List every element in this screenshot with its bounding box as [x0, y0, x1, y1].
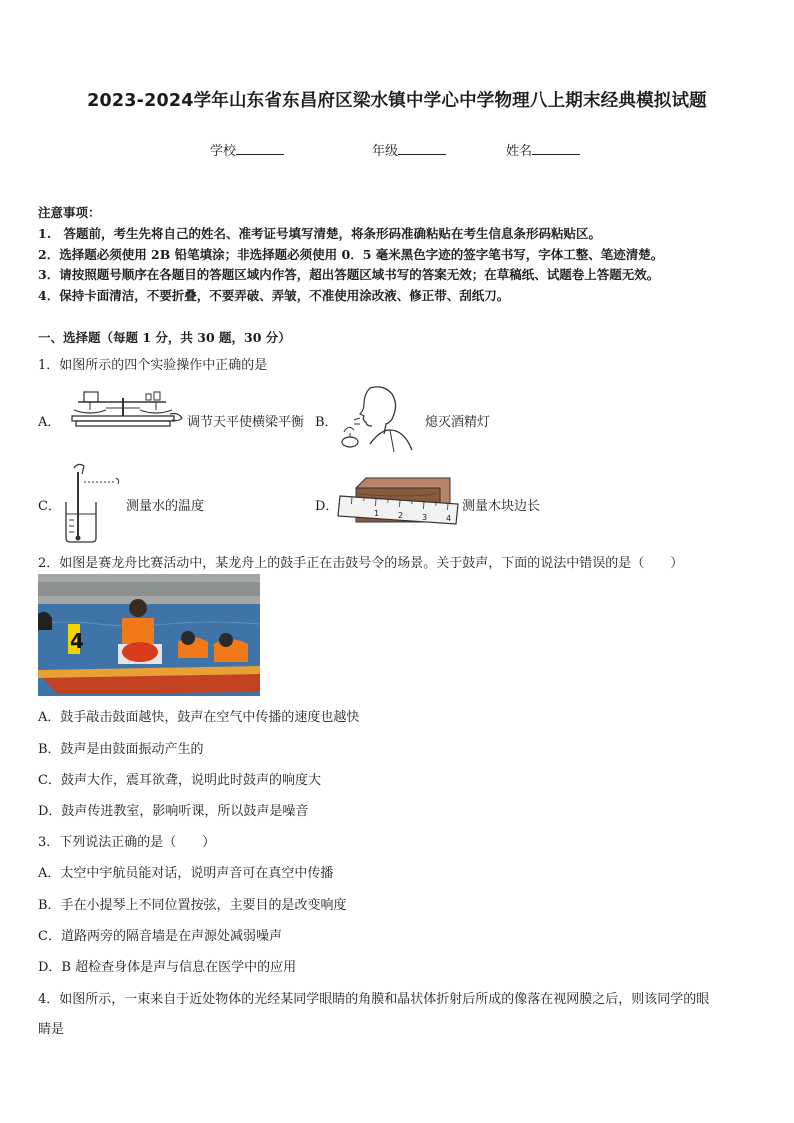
notes-heading: 注意事项： [38, 205, 101, 220]
boat-number: 4 [70, 629, 84, 653]
grade-blank [398, 142, 446, 155]
lamp-blowing-illustration [330, 384, 420, 454]
note-item: 3．请按照题号顺序在各题目的答题区域内作答，超出答题区域书写的答案无效；在草稿纸、试题卷上答题无效。 [38, 267, 660, 282]
q3-option-a: A．太空中宇航员能对话，说明声音可在真空中传播 [38, 866, 334, 881]
section-heading: 一、选择题（每题 1 分，共 30 题，30 分） [38, 330, 291, 345]
question-4-stem-line1: 4．如图所示，一束来自于近处物体的光经某同学眼睛的角膜和晶状体折射后所成的像落在视网膜之后，则该同学的眼 [38, 992, 710, 1007]
q2-option-d: D．鼓声传进教室，影响听课，所以鼓声是噪音 [38, 804, 309, 819]
q2-option-a: A．鼓手敲击鼓面越快，鼓声在空气中传播的速度也越快 [38, 710, 360, 725]
thermometer-beaker-illustration [60, 462, 126, 544]
ruler-block-illustration [338, 474, 462, 530]
ruler-tick-label: 2 [398, 511, 404, 520]
q1-option-b-text: 熄灭酒精灯 [425, 415, 491, 430]
ruler-tick-label: 3 [422, 513, 428, 522]
name-blank [532, 142, 580, 155]
q3-option-c: C．道路两旁的隔音墙是在声源处减弱噪声 [38, 929, 282, 944]
balance-illustration [66, 388, 186, 428]
q3-option-d: D．B 超检查身体是声与信息在医学中的应用 [38, 960, 297, 975]
school-label: 学校 [210, 144, 237, 159]
q3-option-b: B．手在小提琴上不同位置按弦，主要目的是改变响度 [38, 898, 347, 913]
q2-option-c: C．鼓声大作，震耳欲聋，说明此时鼓声的响度大 [38, 773, 321, 788]
name-field [506, 140, 580, 159]
q1-option-a-text: 调节天平使横梁平衡 [187, 415, 305, 430]
q1-option-a-letter: A． [38, 415, 61, 430]
ruler-tick-label: 4 [446, 514, 452, 523]
q1-option-c-letter: C． [38, 499, 61, 514]
grade-label: 年级 [372, 144, 399, 159]
q1-option-d-letter: D． [315, 499, 339, 514]
school-field [210, 140, 284, 159]
question-4-stem-line2: 睛是 [38, 1022, 65, 1037]
grade-field [372, 140, 446, 159]
ruler-tick-label: 1 [374, 509, 380, 518]
exam-title: 2023-2024学年山东省东昌府区梁水镇中学心中学物理八上期末经典模拟试题 [87, 91, 707, 111]
q2-option-b: B．鼓声是由鼓面振动产生的 [38, 742, 204, 757]
question-3-stem: 3．下列说法正确的是（ ） [38, 835, 216, 850]
question-2-stem: 2．如图是赛龙舟比赛活动中，某龙舟上的鼓手正在击鼓号令的场景。关于鼓声，下面的说法中错误的是（ ） [38, 556, 684, 571]
note-item: 1. 答题前，考生先将自己的姓名、准考证号填写清楚，将条形码准确粘贴在考生信息条形码粘贴区。 [38, 226, 602, 241]
school-blank [236, 142, 284, 155]
q1-option-b-letter: B． [315, 415, 338, 430]
note-item: 2．选择题必须使用 2B 铅笔填涂；非选择题必须使用 0．5 毫米黑色字迹的签字笔书写，字体工整、笔迹清楚。 [38, 247, 664, 262]
dragon-boat-photo [38, 574, 260, 696]
question-1-stem: 1．如图所示的四个实验操作中正确的是 [38, 358, 268, 373]
note-item: 4．保持卡面清洁，不要折叠，不要弄破、弄皱，不准使用涂改液、修正带、刮纸刀。 [38, 288, 510, 303]
q1-option-d-text: 测量木块边长 [462, 499, 541, 514]
q1-option-c-text: 测量水的温度 [126, 499, 205, 514]
name-label: 姓名 [506, 144, 533, 159]
